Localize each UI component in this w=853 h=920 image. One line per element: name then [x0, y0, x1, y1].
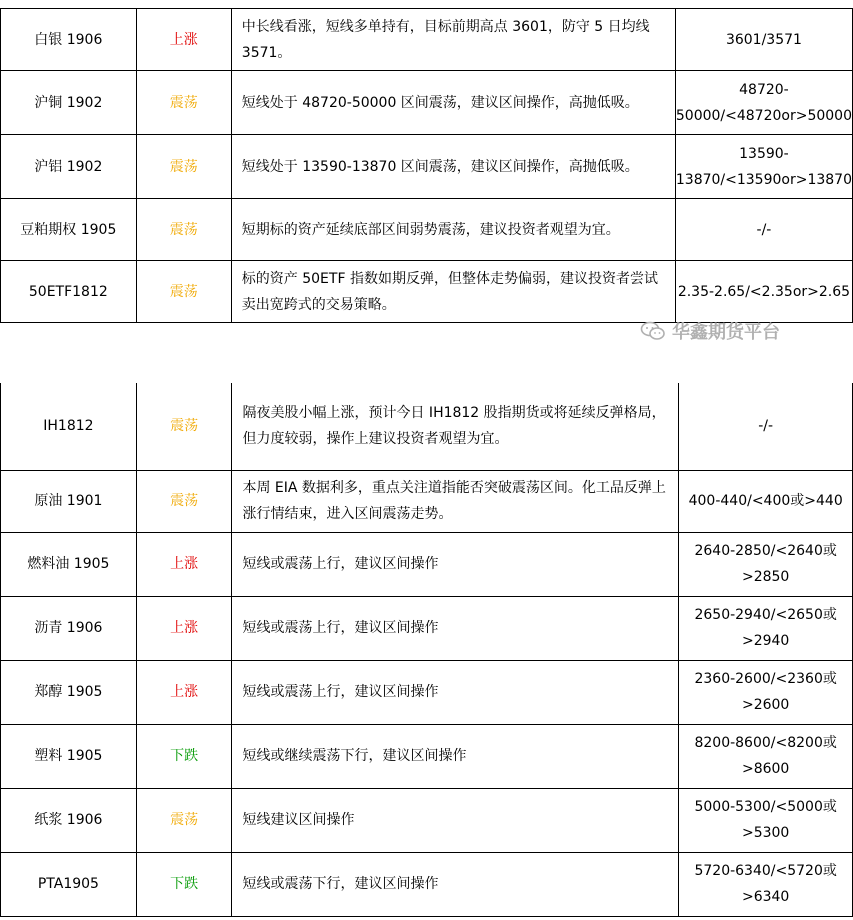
futures-table-top	[0, 8, 853, 323]
trend-label: 震荡	[136, 261, 231, 323]
contract-name: 纸浆 1906	[1, 788, 137, 852]
price-range: 3601/3571	[675, 9, 852, 71]
price-range: 13590-13870/<13590or>13870	[675, 135, 852, 199]
analysis-text: 短线或震荡上行，建议区间操作	[232, 596, 679, 660]
table-row	[1, 852, 853, 916]
contract-name: 50ETF1812	[1, 261, 137, 323]
contract-name: 塑料 1905	[1, 724, 137, 788]
table-row	[1, 788, 853, 852]
table-row	[1, 9, 853, 71]
table-row	[1, 532, 853, 596]
trend-label: 上涨	[136, 660, 232, 724]
price-range: 2650-2940/<2650或>2940	[679, 596, 853, 660]
trend-label: 上涨	[136, 9, 231, 71]
contract-name: 燃料油 1905	[1, 532, 137, 596]
analysis-text: 本周 EIA 数据利多，重点关注道指能否突破震荡区间。化工品反弹上涨行情结束，进入区间震荡走势。	[232, 470, 679, 532]
analysis-text: 短期标的资产延续底部区间弱势震荡，建议投资者观望为宜。	[231, 199, 675, 261]
contract-name: 白银 1906	[1, 9, 137, 71]
contract-name: 沥青 1906	[1, 596, 137, 660]
trend-label: 震荡	[136, 71, 231, 135]
table-row	[1, 596, 853, 660]
price-range: 400-440/<400或>440	[679, 470, 853, 532]
price-range: 5720-6340/<5720或>6340	[679, 852, 853, 916]
futures-table-bottom	[0, 383, 853, 917]
price-range: 2360-2600/<2360或>2600	[679, 660, 853, 724]
price-range: 8200-8600/<8200或>8600	[679, 724, 853, 788]
trend-label: 震荡	[136, 470, 232, 532]
trend-label: 上涨	[136, 532, 232, 596]
analysis-text: 短线处于 48720-50000 区间震荡，建议区间操作，高抛低吸。	[231, 71, 675, 135]
trend-label: 震荡	[136, 788, 232, 852]
analysis-text: 标的资产 50ETF 指数如期反弹，但整体走势偏弱，建议投资者尝试卖出宽跨式的交易策略。	[231, 261, 675, 323]
table-row	[1, 383, 853, 470]
table-row	[1, 261, 853, 323]
trend-label: 上涨	[136, 596, 232, 660]
trend-label: 震荡	[136, 135, 231, 199]
table-row	[1, 660, 853, 724]
analysis-text: 短线处于 13590-13870 区间震荡，建议区间操作，高抛低吸。	[231, 135, 675, 199]
contract-name: 沪铝 1902	[1, 135, 137, 199]
price-range: 5000-5300/<5000或>5300	[679, 788, 853, 852]
contract-name: 豆粕期权 1905	[1, 199, 137, 261]
price-range: -/-	[675, 199, 852, 261]
analysis-text: 短线或震荡上行，建议区间操作	[232, 660, 679, 724]
watermark	[640, 318, 780, 344]
wechat-icon	[640, 321, 666, 341]
analysis-text: 短线或震荡下行，建议区间操作	[232, 852, 679, 916]
watermark-text: 华鑫期货平台	[672, 322, 780, 343]
table-row	[1, 135, 853, 199]
price-range: 2.35-2.65/<2.35or>2.65	[675, 261, 852, 323]
trend-label: 震荡	[136, 199, 231, 261]
analysis-text: 隔夜美股小幅上涨，预计今日 IH1812 股指期货或将延续反弹格局，但力度较弱，操作上建议投资者观望为宜。	[232, 383, 679, 470]
analysis-text: 短线或继续震荡下行，建议区间操作	[232, 724, 679, 788]
contract-name: 沪铜 1902	[1, 71, 137, 135]
contract-name: 原油 1901	[1, 470, 137, 532]
trend-label: 震荡	[136, 383, 232, 470]
trend-label: 下跌	[136, 724, 232, 788]
price-range: 48720-50000/<48720or>50000	[675, 71, 852, 135]
table-row	[1, 71, 853, 135]
contract-name: IH1812	[1, 383, 137, 470]
table-row	[1, 724, 853, 788]
analysis-text: 短线建议区间操作	[232, 788, 679, 852]
price-range: -/-	[679, 383, 853, 470]
contract-name: 郑醇 1905	[1, 660, 137, 724]
trend-label: 下跌	[136, 852, 232, 916]
price-range: 2640-2850/<2640或>2850	[679, 532, 853, 596]
contract-name: PTA1905	[1, 852, 137, 916]
analysis-text: 短线或震荡上行，建议区间操作	[232, 532, 679, 596]
table-row	[1, 470, 853, 532]
analysis-text: 中长线看涨，短线多单持有，目标前期高点 3601，防守 5 日均线 3571。	[231, 9, 675, 71]
table-row	[1, 199, 853, 261]
